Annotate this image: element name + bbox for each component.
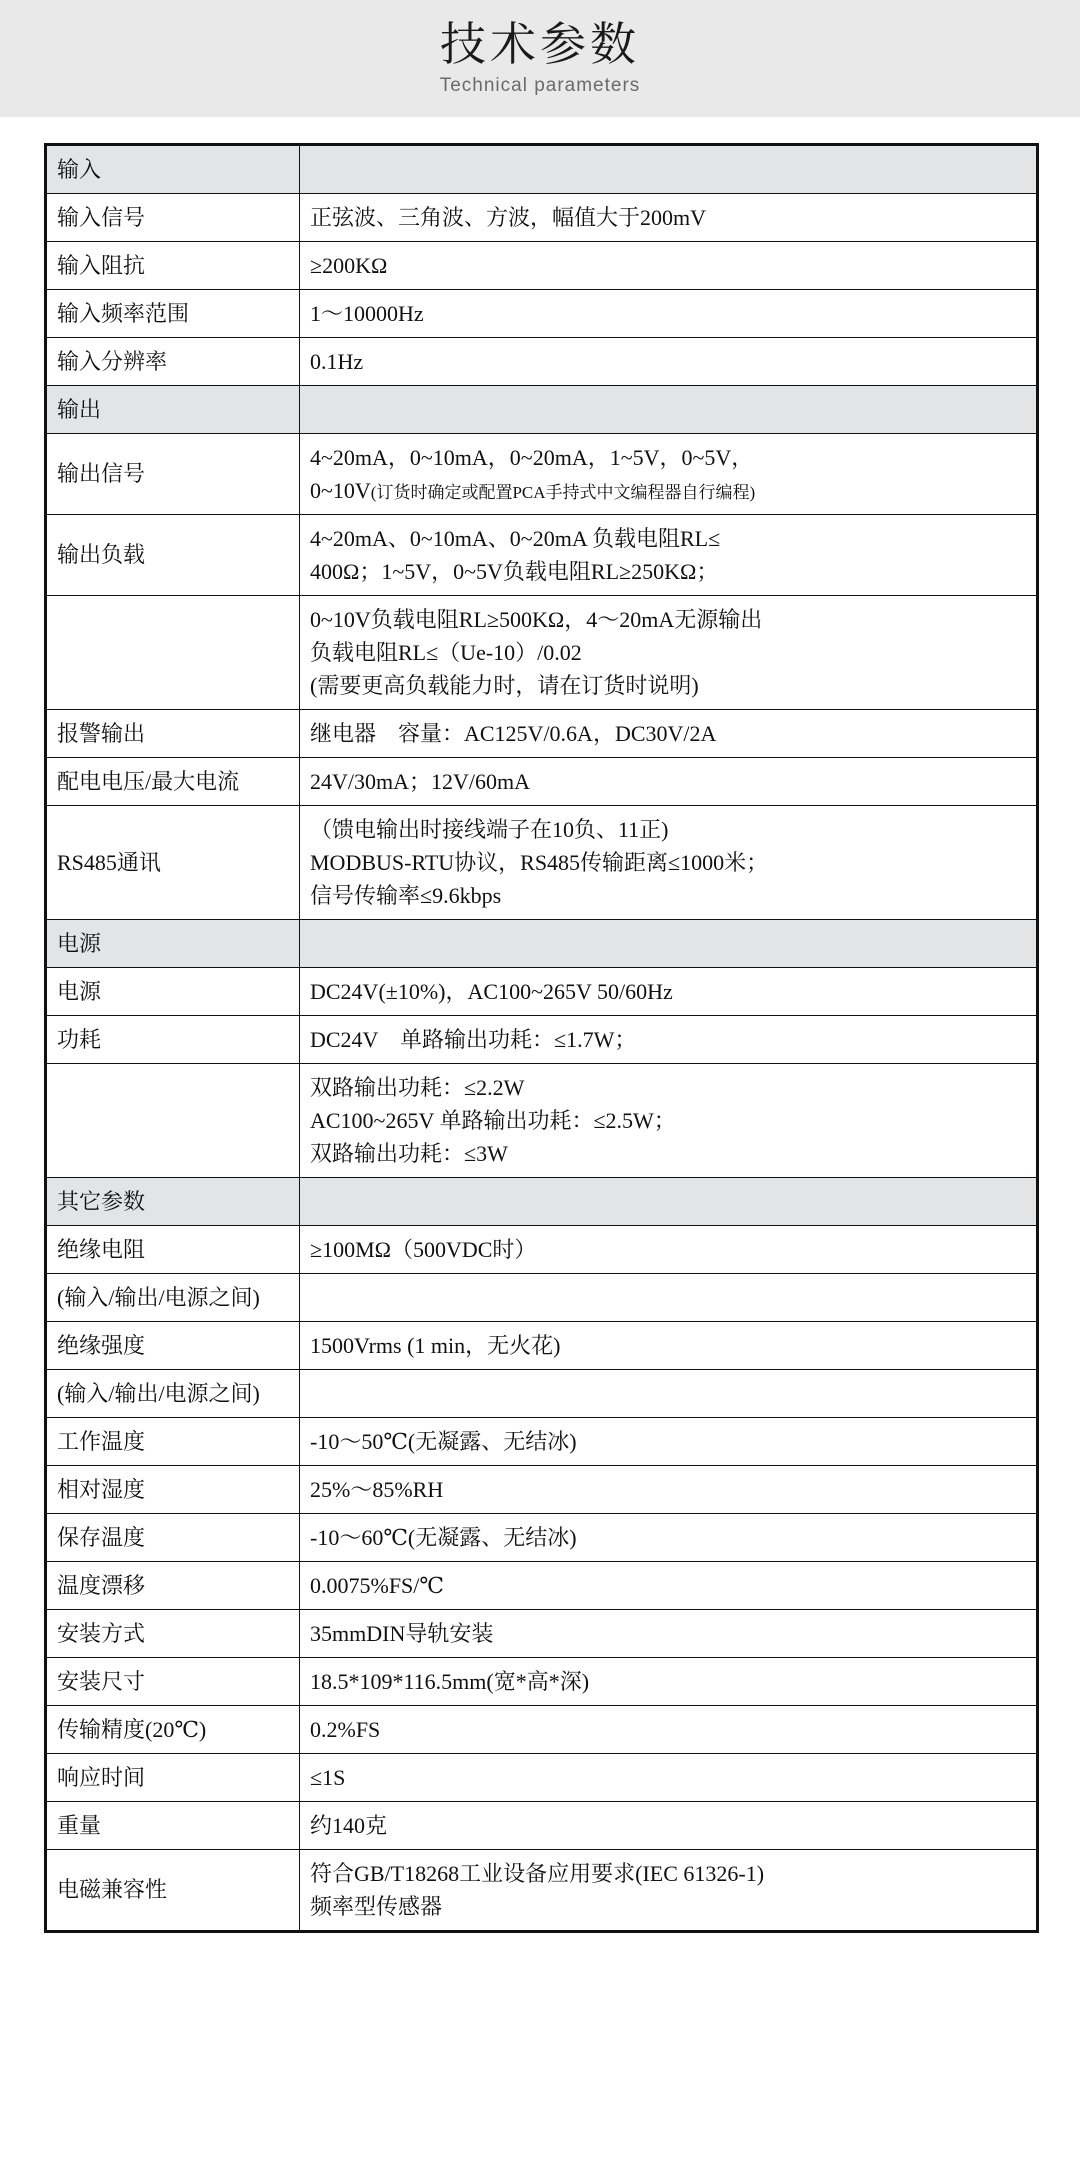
table-row	[46, 1015, 1038, 1063]
page-header	[0, 0, 1080, 117]
value-line: 双路输出功耗：≤2.2W	[310, 1074, 525, 1100]
parameter-label: 绝缘电阻	[46, 1225, 300, 1273]
table-row	[46, 1465, 1038, 1513]
parameter-label: 输入阻抗	[46, 241, 300, 289]
value-line: 双路输出功耗：≤3W	[310, 1140, 508, 1166]
table-row	[46, 1369, 1038, 1417]
spec-table-container	[0, 117, 1080, 1963]
parameter-value	[300, 1273, 1038, 1321]
technical-parameters-table	[44, 143, 1039, 1933]
parameter-label: (输入/输出/电源之间)	[46, 1273, 300, 1321]
table-row	[46, 193, 1038, 241]
parameter-value: 24V/30mA；12V/60mA	[300, 757, 1038, 805]
parameter-label: 输入频率范围	[46, 289, 300, 337]
table-row	[46, 757, 1038, 805]
table-row	[46, 967, 1038, 1015]
value-line: 4~20mA、0~10mA、0~20mA 负载电阻RL≤	[310, 525, 721, 551]
parameter-value: ≥200KΩ	[300, 241, 1038, 289]
value-line: 符合GB/T18268工业设备应用要求(IEC 61326-1)	[310, 1860, 765, 1886]
table-row	[46, 1561, 1038, 1609]
table-row	[46, 1321, 1038, 1369]
parameter-label: 其它参数	[46, 1177, 300, 1225]
value-line: （馈电输出时接线端子在10负、11正)	[310, 816, 669, 842]
parameter-label: 输出信号	[46, 433, 300, 514]
parameter-label: 输出	[46, 385, 300, 433]
parameter-value: 18.5*109*116.5mm(宽*高*深)	[300, 1657, 1038, 1705]
parameter-label: 输入分辨率	[46, 337, 300, 385]
parameter-value: 继电器 容量：AC125V/0.6A，DC30V/2A	[300, 709, 1038, 757]
table-row	[46, 1609, 1038, 1657]
parameter-label: (输入/输出/电源之间)	[46, 1369, 300, 1417]
table-row	[46, 241, 1038, 289]
parameter-label: 相对湿度	[46, 1465, 300, 1513]
parameter-label: 保存温度	[46, 1513, 300, 1561]
table-row	[46, 1705, 1038, 1753]
parameter-value: 正弦波、三角波、方波，幅值大于200mV	[300, 193, 1038, 241]
parameter-value	[300, 1369, 1038, 1417]
parameter-value: 25%～85%RH	[300, 1465, 1038, 1513]
table-row	[46, 1801, 1038, 1849]
table-section-row	[46, 919, 1038, 967]
parameter-label: RS485通讯	[46, 805, 300, 919]
table-row	[46, 805, 1038, 919]
parameter-label: 电源	[46, 919, 300, 967]
table-row	[46, 433, 1038, 514]
table-row	[46, 709, 1038, 757]
page-subtitle: Technical parameters	[439, 74, 641, 96]
parameter-label: 报警输出	[46, 709, 300, 757]
parameter-value: ≤1S	[300, 1753, 1038, 1801]
parameter-value	[300, 919, 1038, 967]
parameter-label: 安装尺寸	[46, 1657, 300, 1705]
parameter-label: 工作温度	[46, 1417, 300, 1465]
table-row	[46, 1417, 1038, 1465]
parameter-label	[46, 595, 300, 709]
parameter-label: 绝缘强度	[46, 1321, 300, 1369]
table-row	[46, 1753, 1038, 1801]
table-row	[46, 1657, 1038, 1705]
parameter-value: DC24V(±10%)，AC100~265V 50/60Hz	[300, 967, 1038, 1015]
parameter-label: 电磁兼容性	[46, 1849, 300, 1931]
value-line: 0~10V负载电阻RL≥500KΩ，4～20mA无源输出	[310, 606, 763, 632]
parameter-label: 配电电压/最大电流	[46, 757, 300, 805]
parameter-value	[300, 433, 1038, 514]
parameter-value	[300, 1849, 1038, 1931]
parameter-value: ≥100MΩ（500VDC时）	[300, 1225, 1038, 1273]
table-row	[46, 1063, 1038, 1177]
value-line: (需要更高负载能力时，请在订货时说明)	[310, 672, 699, 698]
parameter-value: 约140克	[300, 1801, 1038, 1849]
table-row	[46, 289, 1038, 337]
parameter-label: 功耗	[46, 1015, 300, 1063]
parameter-value: 1～10000Hz	[300, 289, 1038, 337]
value-line: 负载电阻RL≤（Ue-10）/0.02	[310, 639, 582, 665]
table-section-row	[46, 144, 1038, 193]
value-line: 信号传输率≤9.6kbps	[310, 882, 502, 908]
parameter-value: 0.0075%FS/℃	[300, 1561, 1038, 1609]
parameter-value	[300, 1063, 1038, 1177]
parameter-value: DC24V 单路输出功耗：≤1.7W；	[300, 1015, 1038, 1063]
table-row	[46, 1849, 1038, 1931]
value-line: MODBUS-RTU协议，RS485传输距离≤1000米；	[310, 849, 769, 875]
value-line: 4~20mA，0~10mA，0~20mA，1~5V，0~5V，	[310, 444, 754, 470]
parameter-value: 0.2%FS	[300, 1705, 1038, 1753]
parameter-label: 输入	[46, 144, 300, 193]
parameter-label: 温度漂移	[46, 1561, 300, 1609]
parameter-value: -10～50℃(无凝露、无结冰)	[300, 1417, 1038, 1465]
table-section-row	[46, 385, 1038, 433]
parameter-label: 传输精度(20℃)	[46, 1705, 300, 1753]
parameter-label: 重量	[46, 1801, 300, 1849]
value-text: 0~10V	[310, 477, 371, 503]
table-row	[46, 337, 1038, 385]
parameter-value: 0.1Hz	[300, 337, 1038, 385]
table-section-row	[46, 1177, 1038, 1225]
value-line: 频率型传感器	[310, 1893, 443, 1919]
parameter-label: 电源	[46, 967, 300, 1015]
table-row	[46, 1225, 1038, 1273]
parameter-value: 1500Vrms (1 min，无火花)	[300, 1321, 1038, 1369]
parameter-label: 输入信号	[46, 193, 300, 241]
parameter-value: 35mmDIN导轨安装	[300, 1609, 1038, 1657]
parameter-value	[300, 514, 1038, 595]
parameter-label: 安装方式	[46, 1609, 300, 1657]
table-row	[46, 595, 1038, 709]
table-row	[46, 1513, 1038, 1561]
parameter-label	[46, 1063, 300, 1177]
parameter-value	[300, 144, 1038, 193]
value-line: 400Ω；1~5V，0~5V负载电阻RL≥250KΩ；	[310, 558, 719, 584]
table-row	[46, 1273, 1038, 1321]
value-line	[310, 474, 1026, 507]
page-title: 技术参数	[440, 18, 640, 70]
value-line: AC100~265V 单路输出功耗：≤2.5W；	[310, 1107, 676, 1133]
parameter-value	[300, 595, 1038, 709]
parameter-label: 响应时间	[46, 1753, 300, 1801]
parameter-value	[300, 805, 1038, 919]
parameter-value	[300, 385, 1038, 433]
parameter-label: 输出负载	[46, 514, 300, 595]
table-row	[46, 514, 1038, 595]
parameter-value	[300, 1177, 1038, 1225]
value-note: (订货时确定或配置PCA手持式中文编程器自行编程)	[370, 482, 756, 502]
parameter-value: -10～60℃(无凝露、无结冰)	[300, 1513, 1038, 1561]
